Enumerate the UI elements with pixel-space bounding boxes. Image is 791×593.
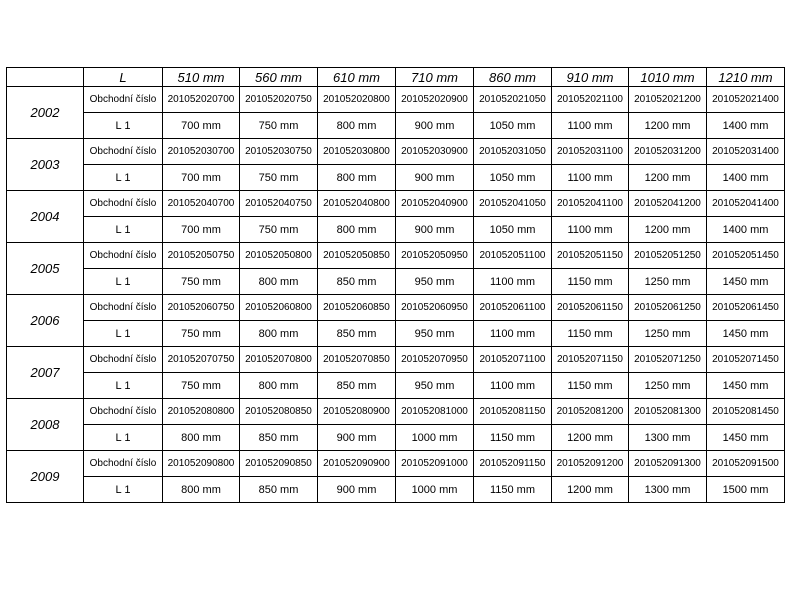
header-corner: [7, 68, 84, 87]
order-number-cell: 201052081450: [707, 399, 785, 425]
table-row-length: [7, 477, 785, 503]
length-cell: 1100 mm: [552, 113, 629, 139]
header-col: 1210 mm: [707, 68, 785, 87]
header-col: 710 mm: [396, 68, 474, 87]
order-number-cell: 201052020750: [240, 87, 318, 113]
order-number-cell: 201052050950: [396, 243, 474, 269]
order-number-cell: 201052030800: [318, 139, 396, 165]
header-col: 560 mm: [240, 68, 318, 87]
order-number-cell: 201052041200: [629, 191, 707, 217]
length-cell: 750 mm: [163, 321, 240, 347]
order-number-cell: 201052040750: [240, 191, 318, 217]
table-row-length: [7, 321, 785, 347]
header-row: [7, 68, 785, 87]
row-label-order-number: Obchodní číslo: [84, 87, 163, 113]
length-cell: 850 mm: [318, 321, 396, 347]
length-cell: 700 mm: [163, 165, 240, 191]
header-col: 1010 mm: [629, 68, 707, 87]
length-cell: 1500 mm: [707, 477, 785, 503]
row-label-length: L 1: [84, 477, 163, 503]
length-cell: 750 mm: [163, 373, 240, 399]
length-cell: 1450 mm: [707, 321, 785, 347]
header-L: L: [84, 68, 163, 87]
table-row-order: [7, 399, 785, 425]
length-cell: 750 mm: [240, 113, 318, 139]
order-number-cell: 201052080900: [318, 399, 396, 425]
length-cell: 1150 mm: [552, 269, 629, 295]
length-cell: 1100 mm: [474, 269, 552, 295]
order-number-cell: 201052061150: [552, 295, 629, 321]
length-cell: 950 mm: [396, 269, 474, 295]
row-label-order-number: Obchodní číslo: [84, 243, 163, 269]
length-cell: 1100 mm: [552, 217, 629, 243]
length-cell: 1150 mm: [474, 477, 552, 503]
length-cell: 800 mm: [318, 217, 396, 243]
year-cell: 2009: [7, 451, 84, 503]
order-number-cell: 201052091300: [629, 451, 707, 477]
length-cell: 900 mm: [318, 425, 396, 451]
order-number-cell: 201052020800: [318, 87, 396, 113]
length-cell: 850 mm: [318, 269, 396, 295]
length-cell: 900 mm: [396, 113, 474, 139]
table-row-length: [7, 217, 785, 243]
order-number-cell: 201052041100: [552, 191, 629, 217]
order-number-cell: 201052031100: [552, 139, 629, 165]
order-number-cell: 201052090850: [240, 451, 318, 477]
order-number-cell: 201052091200: [552, 451, 629, 477]
table-row-length: [7, 269, 785, 295]
length-cell: 800 mm: [240, 269, 318, 295]
length-cell: 1300 mm: [629, 477, 707, 503]
length-cell: 1200 mm: [629, 113, 707, 139]
length-cell: 1100 mm: [552, 165, 629, 191]
length-cell: 900 mm: [396, 217, 474, 243]
year-cell: 2007: [7, 347, 84, 399]
order-number-cell: 201052021050: [474, 87, 552, 113]
order-number-cell: 201052030700: [163, 139, 240, 165]
order-number-cell: 201052070750: [163, 347, 240, 373]
length-cell: 1150 mm: [552, 321, 629, 347]
order-number-cell: 201052070800: [240, 347, 318, 373]
header-col: 910 mm: [552, 68, 629, 87]
length-cell: 950 mm: [396, 321, 474, 347]
order-number-cell: 201052030900: [396, 139, 474, 165]
order-number-cell: 201052061250: [629, 295, 707, 321]
year-cell: 2006: [7, 295, 84, 347]
order-number-cell: 201052050750: [163, 243, 240, 269]
order-number-cell: 201052060750: [163, 295, 240, 321]
length-cell: 1300 mm: [629, 425, 707, 451]
length-cell: 800 mm: [163, 425, 240, 451]
dimension-table: [6, 67, 785, 503]
length-cell: 1400 mm: [707, 217, 785, 243]
header-col: 860 mm: [474, 68, 552, 87]
row-label-order-number: Obchodní číslo: [84, 399, 163, 425]
table-row-order: [7, 87, 785, 113]
order-number-cell: 201052060950: [396, 295, 474, 321]
table-row-length: [7, 425, 785, 451]
order-number-cell: 201052071100: [474, 347, 552, 373]
order-number-cell: 201052051250: [629, 243, 707, 269]
length-cell: 1150 mm: [474, 425, 552, 451]
row-label-length: L 1: [84, 217, 163, 243]
order-number-cell: 201052090900: [318, 451, 396, 477]
table-row-order: [7, 295, 785, 321]
length-cell: 1200 mm: [552, 477, 629, 503]
order-number-cell: 201052041050: [474, 191, 552, 217]
length-cell: 1000 mm: [396, 425, 474, 451]
order-number-cell: 201052090800: [163, 451, 240, 477]
order-number-cell: 201052081200: [552, 399, 629, 425]
order-number-cell: 201052060850: [318, 295, 396, 321]
row-label-order-number: Obchodní číslo: [84, 191, 163, 217]
table-row-order: [7, 243, 785, 269]
order-number-cell: 201052040700: [163, 191, 240, 217]
row-label-length: L 1: [84, 425, 163, 451]
order-number-cell: 201052051450: [707, 243, 785, 269]
length-cell: 1200 mm: [552, 425, 629, 451]
length-cell: 1200 mm: [629, 165, 707, 191]
length-cell: 1050 mm: [474, 165, 552, 191]
length-cell: 850 mm: [240, 425, 318, 451]
length-cell: 1100 mm: [474, 373, 552, 399]
order-number-cell: 201052021200: [629, 87, 707, 113]
order-number-cell: 201052031050: [474, 139, 552, 165]
length-cell: 1250 mm: [629, 373, 707, 399]
row-label-length: L 1: [84, 373, 163, 399]
year-cell: 2008: [7, 399, 84, 451]
length-cell: 700 mm: [163, 113, 240, 139]
order-number-cell: 201052020700: [163, 87, 240, 113]
header-col: 510 mm: [163, 68, 240, 87]
order-number-cell: 201052071150: [552, 347, 629, 373]
order-number-cell: 201052091000: [396, 451, 474, 477]
order-number-cell: 201052061450: [707, 295, 785, 321]
length-cell: 900 mm: [396, 165, 474, 191]
row-label-length: L 1: [84, 113, 163, 139]
order-number-cell: 201052080850: [240, 399, 318, 425]
order-number-cell: 201052021400: [707, 87, 785, 113]
order-number-cell: 201052051150: [552, 243, 629, 269]
row-label-order-number: Obchodní číslo: [84, 347, 163, 373]
table-row-order: [7, 191, 785, 217]
table-body: [7, 87, 785, 503]
length-cell: 1450 mm: [707, 373, 785, 399]
order-number-cell: 201052051100: [474, 243, 552, 269]
order-number-cell: 201052081000: [396, 399, 474, 425]
order-number-cell: 201052081150: [474, 399, 552, 425]
row-label-order-number: Obchodní číslo: [84, 451, 163, 477]
length-cell: 1200 mm: [629, 217, 707, 243]
order-number-cell: 201052041400: [707, 191, 785, 217]
length-cell: 1250 mm: [629, 269, 707, 295]
length-cell: 1050 mm: [474, 113, 552, 139]
order-number-cell: 201052070950: [396, 347, 474, 373]
year-cell: 2003: [7, 139, 84, 191]
length-cell: 700 mm: [163, 217, 240, 243]
length-cell: 1400 mm: [707, 165, 785, 191]
table-row-order: [7, 139, 785, 165]
table-row-order: [7, 347, 785, 373]
order-number-cell: 201052031200: [629, 139, 707, 165]
length-cell: 800 mm: [163, 477, 240, 503]
row-label-length: L 1: [84, 165, 163, 191]
table-row-order: [7, 451, 785, 477]
order-number-cell: 201052061100: [474, 295, 552, 321]
length-cell: 800 mm: [318, 165, 396, 191]
table-row-length: [7, 165, 785, 191]
order-number-cell: 201052071450: [707, 347, 785, 373]
order-number-cell: 201052071250: [629, 347, 707, 373]
order-number-cell: 201052081300: [629, 399, 707, 425]
length-cell: 1000 mm: [396, 477, 474, 503]
order-number-cell: 201052030750: [240, 139, 318, 165]
length-cell: 800 mm: [240, 373, 318, 399]
length-cell: 750 mm: [240, 165, 318, 191]
year-cell: 2002: [7, 87, 84, 139]
order-number-cell: 201052040800: [318, 191, 396, 217]
year-cell: 2004: [7, 191, 84, 243]
length-cell: 1150 mm: [552, 373, 629, 399]
length-cell: 950 mm: [396, 373, 474, 399]
year-cell: 2005: [7, 243, 84, 295]
table-row-length: [7, 113, 785, 139]
order-number-cell: 201052021100: [552, 87, 629, 113]
order-number-cell: 201052091150: [474, 451, 552, 477]
header-col: 610 mm: [318, 68, 396, 87]
length-cell: 800 mm: [318, 113, 396, 139]
length-cell: 750 mm: [163, 269, 240, 295]
row-label-order-number: Obchodní číslo: [84, 139, 163, 165]
length-cell: 1450 mm: [707, 425, 785, 451]
table-row-length: [7, 373, 785, 399]
length-cell: 1100 mm: [474, 321, 552, 347]
length-cell: 900 mm: [318, 477, 396, 503]
length-cell: 750 mm: [240, 217, 318, 243]
order-number-cell: 201052031400: [707, 139, 785, 165]
length-cell: 1250 mm: [629, 321, 707, 347]
row-label-order-number: Obchodní číslo: [84, 295, 163, 321]
length-cell: 850 mm: [240, 477, 318, 503]
length-cell: 800 mm: [240, 321, 318, 347]
order-number-cell: 201052050850: [318, 243, 396, 269]
row-label-length: L 1: [84, 269, 163, 295]
order-number-cell: 201052020900: [396, 87, 474, 113]
row-label-length: L 1: [84, 321, 163, 347]
order-number-cell: 201052060800: [240, 295, 318, 321]
length-cell: 1400 mm: [707, 113, 785, 139]
order-number-cell: 201052091500: [707, 451, 785, 477]
order-number-cell: 201052050800: [240, 243, 318, 269]
order-number-cell: 201052040900: [396, 191, 474, 217]
length-cell: 1450 mm: [707, 269, 785, 295]
length-cell: 850 mm: [318, 373, 396, 399]
order-number-cell: 201052080800: [163, 399, 240, 425]
length-cell: 1050 mm: [474, 217, 552, 243]
order-number-cell: 201052070850: [318, 347, 396, 373]
